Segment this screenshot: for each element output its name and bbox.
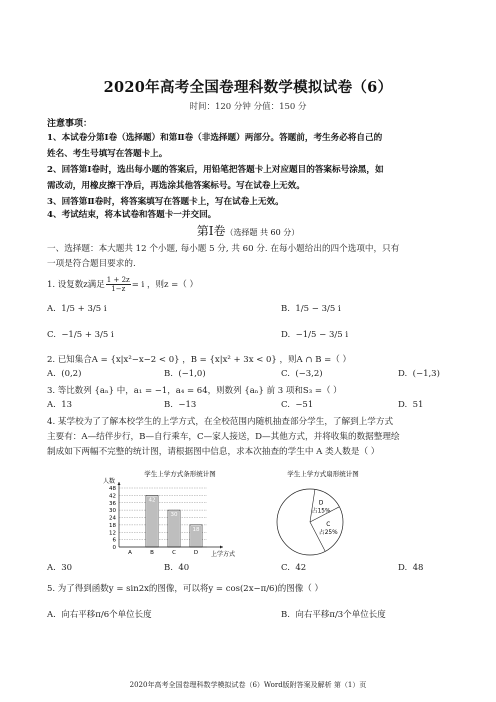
q1-option-b: [281, 304, 341, 314]
option-letter: C.: [281, 369, 290, 379]
q2-option-a: [47, 369, 81, 379]
pie-chart-title: 学生上学方式扇形统计图: [287, 470, 359, 478]
q1-frac-den: 1−z: [111, 285, 126, 293]
q2-option-d: [398, 369, 440, 379]
pie-slice-label: D: [318, 500, 324, 507]
option-text: 1/5 − 3/5 i: [295, 304, 341, 314]
q4-option-c: [281, 563, 306, 573]
notice-line: 3、回答第Ⅱ卷时，将答案填写在答题卡上，写在试卷上无效。: [47, 197, 284, 207]
bar-chart-x-arrow: [220, 546, 223, 549]
bar-chart-xlabel: 上学方式: [210, 551, 236, 558]
page-footer: 2020年高考全国卷理科数学模拟试卷（6）Word版附答案及解析 第（1）页: [129, 681, 367, 689]
exam-time-score: 时间：120 分钟 分值：150 分: [189, 102, 307, 112]
option-text: −13: [178, 400, 197, 410]
bar-chart-category-label: C: [172, 550, 176, 556]
option-letter: D.: [398, 369, 408, 379]
intro-line: 一项是符合题目要求的.: [47, 259, 136, 269]
option-text: 1/5 + 3/5 i: [61, 304, 107, 314]
q3-option-a: [47, 400, 72, 410]
notice-heading: 注意事项：: [47, 119, 93, 129]
option-letter: D.: [398, 400, 408, 410]
q1-option-c: [47, 330, 114, 340]
section-title-main: 第Ⅰ卷: [196, 224, 226, 238]
option-text: (−1,0): [178, 369, 206, 379]
bar-chart-data-label: 30: [170, 512, 178, 519]
pie-chart-slices: [277, 489, 343, 555]
q3-option-b: [164, 400, 196, 410]
q3-option-c: [281, 400, 313, 410]
q1-stem-post: = i ，则z =（ ）: [131, 280, 198, 290]
bar-chart-yticks: [109, 486, 117, 551]
pie-slice-label: C: [326, 521, 331, 528]
option-text: 向右平移π/3个单位长度: [295, 610, 386, 620]
bar-chart-ytick-label: 18: [109, 522, 116, 529]
option-letter: A.: [47, 563, 56, 573]
bar-chart-ytick-label: 42: [109, 493, 116, 500]
option-text: (0,2): [61, 369, 82, 379]
q2-option-b: [164, 369, 206, 379]
q1-option-a: [47, 304, 107, 314]
option-text: (−3,2): [295, 369, 323, 379]
bar-chart-ytick-label: 36: [109, 500, 116, 507]
option-text: −1/5 − 3/5 i: [295, 330, 349, 340]
q1-option-d: [281, 330, 348, 340]
option-letter: A.: [47, 610, 56, 620]
option-text: −51: [295, 400, 314, 410]
option-letter: A.: [47, 369, 56, 379]
bar-chart-ytick-label: 30: [109, 508, 116, 515]
bar-chart-categories: [128, 550, 198, 556]
bar-chart-y-arrow: [118, 482, 121, 485]
option-text: 13: [61, 400, 73, 410]
q1-frac-num: 1 + 2z: [106, 276, 130, 284]
option-text: 42: [295, 563, 307, 573]
q4-option-b: [164, 563, 189, 573]
q3-option-d: [398, 400, 423, 410]
q1-fraction: [106, 276, 131, 293]
bar-chart-title: 学生上学方式条形统计图: [144, 470, 216, 478]
notice-line: 1、本试卷分第Ⅰ卷（选择题）和第Ⅱ卷（非选择题）两部分。答题前，考生务必将自己的: [47, 133, 383, 143]
question-1-stem: [47, 276, 198, 293]
section-title: [0, 222, 496, 239]
question-4-line: 主要有：A—结伴步行，B—自行乘车，C—家人接送，D—其他方式，并将收集的数据整理绘: [47, 432, 400, 442]
option-text: (−1,3): [412, 369, 440, 379]
option-text: −1/5 + 3/5 i: [61, 330, 114, 340]
option-letter: C.: [281, 563, 290, 573]
intro-line: 一、选择题：本大题共 12 个小题, 每小题 5 分, 共 60 分. 在每小题给出的四个选项中，只有: [47, 244, 400, 254]
notice-line: 4、考试结束，将本试卷和答题卡一并交回。: [47, 210, 217, 220]
q1-stem-pre: 1. 设复数z满足: [47, 280, 105, 290]
q5-option-a: [47, 608, 152, 620]
page-title: 2020年高考全国卷理科数学模拟试卷（6）: [103, 79, 393, 96]
question-2-stem: 2. 已知集合A = {x|x²−x−2 < 0} ，B = {x|x² + 3x < 0} ，则A ∩ B =（ ）: [47, 355, 351, 365]
option-letter: B.: [164, 400, 173, 410]
notice-line: 2、回答第Ⅰ卷时，选出每小题的答案后，用铅笔把答题卡上对应题目的答案标号涂黑，如: [47, 165, 384, 175]
option-letter: D.: [281, 330, 291, 340]
bar-chart-ytick-label: 48: [109, 486, 116, 492]
bar-chart: [95, 468, 245, 560]
pie-slice-percent: 占15%: [311, 508, 331, 515]
q4-option-d: [398, 563, 423, 573]
question-3-stem: 3. 等比数列 {aₙ} 中，a₁ = −1，a₄ = 64，则数列 {aₙ} 前 3 项和S₃ =（ ）: [47, 386, 342, 396]
section-title-note: （选择题 共 60 分）: [225, 228, 300, 237]
option-letter: C.: [47, 330, 56, 340]
q2-option-c: [281, 369, 323, 379]
bar-chart-bars: [146, 495, 202, 547]
option-letter: B.: [281, 304, 290, 314]
option-letter: B.: [164, 563, 173, 573]
pie-chart: [258, 468, 388, 562]
notice-line: 需改动，用橡皮擦干净后，再选涂其他答案标号。写在试卷上无效。: [47, 181, 305, 191]
option-letter: C.: [281, 400, 290, 410]
option-text: 30: [61, 563, 73, 573]
option-letter: B.: [281, 610, 290, 620]
option-letter: A.: [47, 304, 56, 314]
option-text: 向右平移π/6个单位长度: [61, 610, 152, 620]
question-5-stem: 5. 为了得到函数y = sin2x的图像，可以将y = cos(2x−π/6)的图像（ ）: [47, 584, 323, 594]
q5-option-b: [281, 608, 386, 620]
option-text: 51: [412, 400, 424, 410]
option-text: 40: [178, 563, 190, 573]
option-letter: A.: [47, 400, 56, 410]
bar-chart-category-label: A: [128, 550, 132, 556]
bar-chart-ytick-label: 12: [109, 530, 116, 537]
bar-chart-category-label: D: [193, 550, 199, 556]
bar-chart-ylabel: 人数: [102, 478, 116, 485]
q4-option-a: [47, 563, 72, 573]
bar-chart-ytick-label: 24: [109, 515, 116, 522]
bar-chart-data-label: 18: [192, 526, 200, 533]
bar-chart-ytick-label: 0: [112, 545, 116, 551]
option-letter: B.: [164, 369, 173, 379]
question-4-line: 4. 某学校为了了解本校学生的上学方式，在全校范围内随机抽查部分学生，了解到上学方式: [47, 417, 394, 427]
bar-chart-category-label: B: [150, 550, 154, 556]
bar-chart-data-label: 42: [148, 497, 156, 504]
bar-chart-bar-fill: [147, 496, 157, 547]
bar-chart-ytick-label: 6: [112, 537, 116, 544]
pie-slice-percent: 占25%: [318, 529, 338, 536]
option-letter: D.: [398, 563, 408, 573]
option-text: 48: [412, 563, 424, 573]
question-4-line: 制成如下两幅不完整的统计图，请根据图中信息，求本次抽查的学生中 A 类人数是（ ）: [47, 447, 380, 457]
notice-line: 姓名、考生号填写在答题卡上。: [47, 149, 168, 159]
